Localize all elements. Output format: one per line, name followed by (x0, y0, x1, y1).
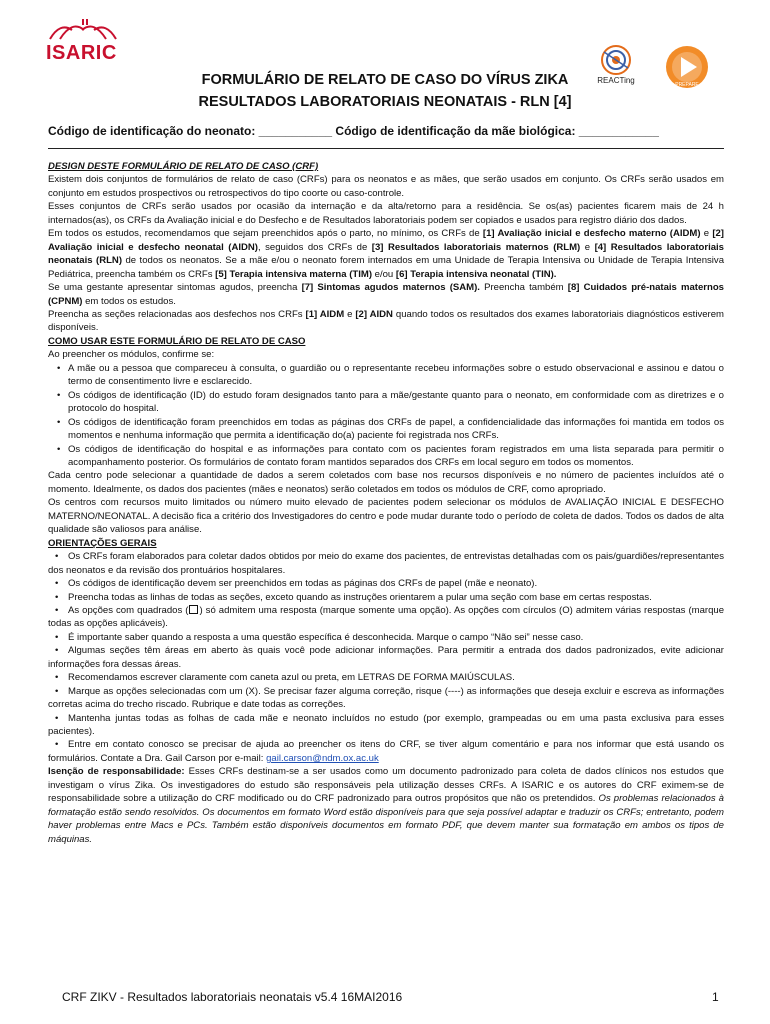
page-number: 1 (712, 990, 719, 1004)
list-item: • Algumas seções têm áreas em aberto às quais você pode adicionar informações. Para permitir a entrada dos dados padronizados, evite adicionar informações fora dessas áreas. (48, 644, 724, 671)
list-item: • Marque as opções selecionadas com um (X). Se precisar fazer alguma correção, risque (----) as informações que deseja excluir e escreva as informações corretas acima do trecho riscado. Rubrique e date todas as correções. (48, 685, 724, 712)
list-item: • Recomendamos escrever claramente com caneta azul ou preta, em LETRAS DE FORMA MAIÚSCULAS. (48, 671, 724, 684)
footer-text: CRF ZIKV - Resultados laboratoriais neonatais v5.4 16MAI2016 (62, 990, 403, 1004)
list-item: • A mãe ou a pessoa que compareceu à consulta, o guardião ou o representante recebeu informações sobre o estudo observacional e assinou e datou o termo de consentimento livre e esclarecido. (48, 362, 724, 389)
isaric-arches-icon (48, 18, 118, 40)
prepare-logo-icon (664, 44, 710, 90)
paragraph: Ao preencher os módulos, confirme se: (48, 349, 215, 361)
paragraph: Preencha as seções relacionadas aos desfechos nos CRFs [1] AIDM e [2] AIDN quando todos os resultados dos exames laboratoriais diagnósticos estiverem disponíveis. (48, 308, 724, 334)
paragraph: Os centros com recursos muito limitados ou número muito elevado de pacientes podem selecionar os módulos de AVALIAÇÃO INICIAL E DESFECHO MATERNO/NEONATAL. A decisão fica a critério dos Investigadores do centro e pode mudar durante todo o período de coleta de dados. Todos os dados de alta qualidade são valiosos para análise. (48, 497, 724, 536)
disclaimer: Isenção de responsabilidade: Esses CRFs destinam-se a ser usados como um documento padronizado para coleta de dados clínicos nos estudos que investigam o vírus Zika. Os investigadores do estudo são responsáveis pela utilização desses CRFs. A ISARIC e os autores do CRF eximem-se de responsabilidade sobre a utilização do CRF modificado ou do CRF padronizado para outros propósitos que não os pretendidos. Os problemas relacionados à formatação estão sendo resolvidos. Os documentos em formato Word estão disponíveis para que seja possível adaptar e traduzir os CRFs; entretanto, podem haver problemas entre Macs e PCs. Também estão disponíveis documentos em formato PDF, que devem manter sua formatação em ambos os tipos de máquinas. (48, 766, 724, 845)
svg-text:PREPARE: PREPARE (675, 82, 699, 88)
section-design-title: DESIGN DESTE FORMULÁRIO DE RELATO DE CASO (CRF) (48, 161, 319, 172)
document-body (48, 160, 724, 846)
list-item: • Preencha todas as linhas de todas as seções, exceto quando as instruções orientarem a pular uma seção com base em certas respostas. (48, 591, 724, 604)
reacting-logo-text: REACTing (597, 76, 635, 85)
page-subtitle: RESULTADOS LABORATORIAIS NEONATAIS - RLN [4] (198, 94, 572, 110)
email-link[interactable]: gail.carson@ndm.ox.ac.uk (266, 752, 379, 764)
section-general-title: ORIENTAÇÕES GERAIS (48, 537, 157, 549)
list-item: • Entre em contato conosco se precisar de ajuda ao preencher os itens do CRF, se tiver algum comentário e para nos informar que está usando os formulários. Contate a Dra. Gail Carson por e-mail: gail.carson@ndm.ox.ac.uk (48, 738, 724, 765)
paragraph: Em todos os estudos, recomendamos que sejam preenchidos após o parto, no mínimo, os CRFs de [1] Avaliação inicial e desfecho materno (AIDM) e [2] Avaliação inicial e desfecho neonatal (AIDN), seguidos dos CRFs de [3] Resultados laboratoriais maternos (RLM) e [4] Resultados laboratoriais neonatais (RLN) de todos os neonatos. Se a mãe e/ou o neonato forem internados em uma Unidade de Terapia Intensiva ou Unidade de Terapia Intensiva Pediátrica, preencha também os CRFs [5] Terapia intensiva materna (TIM) e/ou [6] Terapia intensiva neonatal (TIN). (48, 228, 724, 280)
checkbox-square-icon (189, 605, 198, 614)
paragraph: Esses conjuntos de CRFs serão usados por ocasião da internação e da alta/retorno para a residência. Se os(as) pacientes ficarem mais de 24 h internados(as), os CRFs da Avaliação inicial e do Desfecho e de Resultados laboratoriais podem ser copiados e usados para registro diário dos dados. (48, 201, 724, 226)
paragraph: Existem dois conjuntos de formulários de relato de caso (CRFs) para os neonatos e as mães, que serão usados em conjunto. Os CRFs serão usados em conjunto em estudos prospectivos ou retrospectivos do tipo coorte ou caso-controle. (48, 174, 724, 199)
isaric-logo-text: ISARIC (46, 42, 117, 64)
section-howto-title: COMO USAR ESTE FORMULÁRIO DE RELATO DE CASO (48, 335, 306, 347)
list-item: • Os CRFs foram elaborados para coletar dados obtidos por meio do exame dos pacientes, de entrevistas detalhadas com os pais/guardiões/representantes dos neonatos e da revisão dos prontuários hospitalares. (48, 550, 724, 577)
list-item: • Os códigos de identificação devem ser preenchidos em todas as páginas dos CRFs de papel (mãe e neonato). (48, 577, 724, 590)
divider (48, 148, 724, 149)
list-item: • Os códigos de identificação do hospital e as informações para contato com os pacientes foram registrados em uma lista separada para permitir o acompanhamento posterior. Os formulários de contato foram mantidos separados dos CRFs em local seguro em todos os momentos. (48, 443, 724, 470)
page-title: FORMULÁRIO DE RELATO DE CASO DO VÍRUS ZIKA (201, 72, 569, 88)
prepare-logo (664, 44, 710, 90)
id-line: Código de identificação do neonato: ___________ Código de identificação da mãe biológica: ____________ (48, 124, 659, 138)
list-item: • Os códigos de identificação (ID) do estudo foram designados tanto para a mãe/gestante quanto para o neonato, em conformidade com as diretrizes e o protocolo do hospital. (48, 389, 724, 416)
isaric-logo (44, 18, 124, 62)
list-item: • Os códigos de identificação foram preenchidos em todas as páginas dos CRFs de papel, a confidencialidade das informações foi mantida em todos os momentos e nenhuma informação que permita a identificação do(a) paciente foi registrada nos CRFs. (48, 416, 724, 443)
paragraph: Se uma gestante apresentar sintomas agudos, preencha [7] Sintomas agudos maternos (SAM). Preencha também [8] Cuidados pré-natais maternos (CPNM) em todos os estudos. (48, 282, 724, 307)
list-item: • As opções com quadrados ( ) só admitem uma resposta (marque somente uma opção). As opções com círculos (O) admitem várias respostas (marque todas as opções aplicáveis). (48, 604, 724, 631)
list-item: • Mantenha juntas todas as folhas de cada mãe e neonato incluídos no estudo (por exemplo, grampeadas ou em uma pasta exclusiva para esses pacientes). (48, 712, 724, 739)
paragraph: Cada centro pode selecionar a quantidade de dados a serem coletados com base nos recursos disponíveis e no número de pacientes incluídos até o momento. Idealmente, os dados dos pacientes (mães e neonatos) serão coletados em todos os módulos de CRF, como apropriado. (48, 470, 724, 495)
list-item: • É importante saber quando a resposta a uma questão específica é desconhecida. Marque o campo “Não sei” nesse caso. (48, 631, 724, 644)
